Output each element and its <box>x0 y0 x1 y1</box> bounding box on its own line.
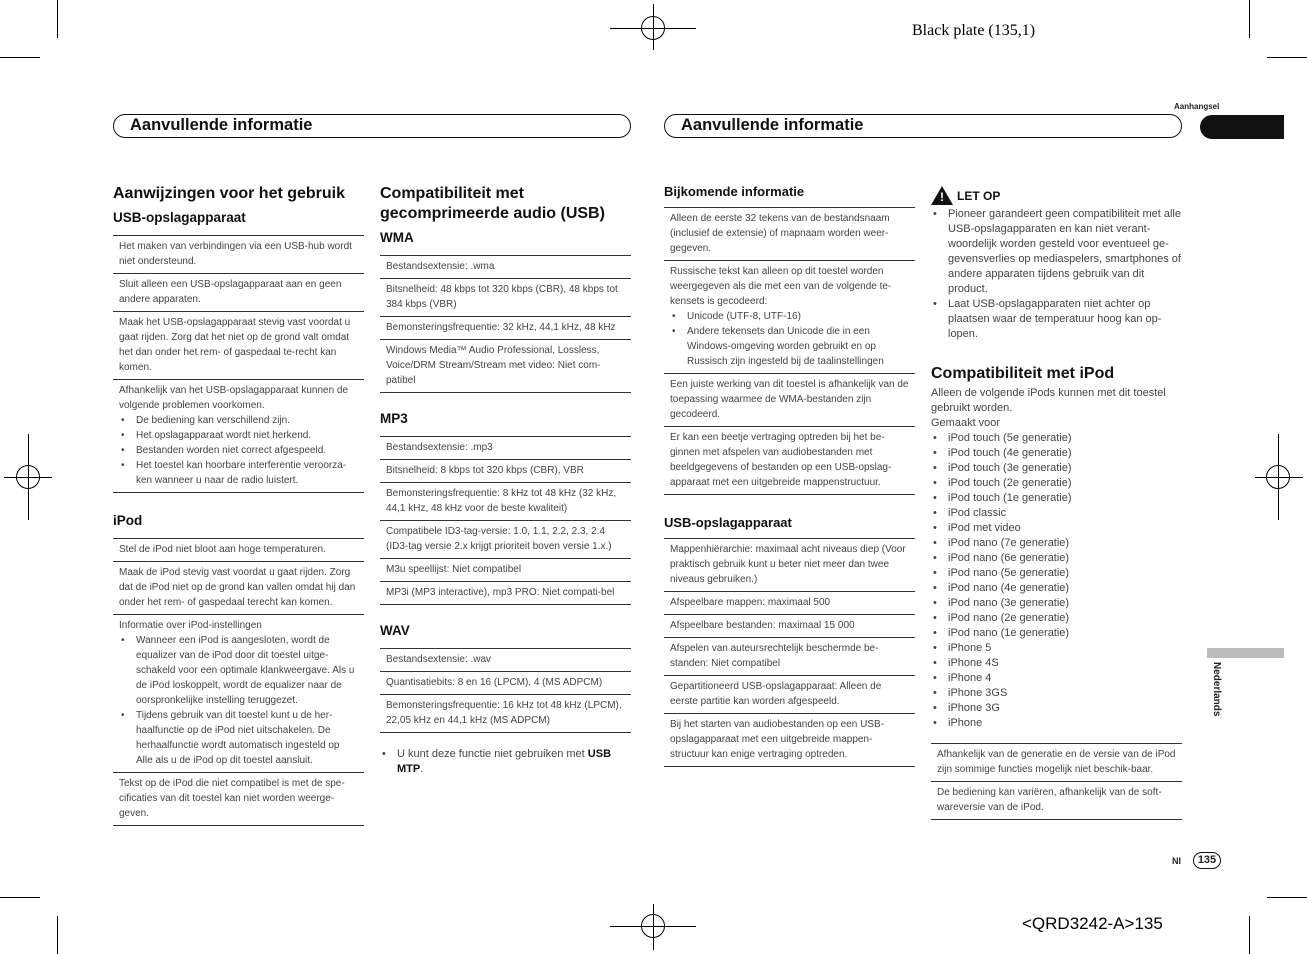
ipod-model-item: • iPhone 3GS <box>931 686 1182 701</box>
table-cell: Alleen de eerste 32 tekens van de bestandsnaam (inclusief de extensie) of mapnaam worden weer-gegeven. <box>664 208 915 261</box>
table-cell: Er kan een beetje vertraging optreden bij het be-ginnen met afspelen van audiobestanden met beeldgegevens of bestanden op een USB-opslag-apparaat met een uitgebreide mappenstructuur. <box>670 432 892 488</box>
section-tab <box>1200 115 1284 139</box>
list-item: • Andere tekensets dan Unicode die in een Windows-omgeving worden gebruikt en op Russisch zijn ingesteld bij de taalinstellingen <box>670 324 909 369</box>
ipod-made-for: Gemaakt voor <box>931 417 1001 429</box>
list-item: • De bediening kan verschillend zijn. <box>119 413 358 428</box>
section-title: Compatibiliteit met gecomprimeerde audio (USB) <box>380 185 605 222</box>
crop-mark <box>1255 477 1303 478</box>
crop-mark <box>57 916 58 954</box>
ipod-model-item: • iPod nano (5e generatie) <box>931 566 1182 581</box>
info-table <box>664 207 915 495</box>
subsection-heading: WAV <box>380 623 410 638</box>
column-1 <box>113 184 364 832</box>
ipod-model-item: • iPhone 3G <box>931 701 1182 716</box>
crop-mark <box>1249 916 1250 954</box>
ipod-model-item: • iPod touch (3e generatie) <box>931 461 1182 476</box>
ipod-model-item: • iPod touch (2e generatie) <box>931 476 1182 491</box>
table-cell: Bitsnelheid: 48 kbps tot 320 kbps (CBR), 48 kbps tot 384 kbps (VBR) <box>380 279 631 317</box>
crop-mark <box>653 904 654 950</box>
ipod-model-item: • iPhone 5 <box>931 641 1182 656</box>
table-cell: Compatibele ID3-tag-versie: 1.0, 1.1, 2.2, 2.3, 2.4 (ID3-tag versie 2.x krijgt prioriteit boven versie 1.x.) <box>380 521 631 559</box>
column-2 <box>380 184 631 777</box>
crop-mark <box>0 57 40 58</box>
subsection-heading: USB-opslagapparaat <box>664 515 792 530</box>
info-table <box>380 436 631 605</box>
table-cell: Afspeelbare mappen: maximaal 500 <box>664 592 915 615</box>
table-cell: Informatie over iPod-instellingen • Wanneer een iPod is aangesloten, wordt de equalizer van de iPod door dit toestel uitge-schakeld voor een optimale klankweergave. Als u de iPod loskoppelt, wordt de equalizer naar de oorspronkelijke instelling teruggezet. • Tijdens gebruik van dit toestel kunt u de her-haalfunctie op de iPod niet uitschakelen. De herhaalfunctie wordt automatisch ingesteld op Alle als u de iPod op dit toestel aansluit. <box>113 615 364 773</box>
table-cell: Sluit alleen een USB-opslagapparaat aan en geen andere apparaten. <box>113 274 364 312</box>
ipod-model-item: • iPhone <box>931 716 1182 731</box>
table-cell: Russische tekst kan alleen op dit toestel worden weergegeven als die met een van de volgende te-kensets is gecodeerd: • Unicode (UTF-8, UTF-16) • Andere tekensets dan Unicode die in een Windows-omgeving worden gebruikt en op Russisch zijn ingesteld bij de taalinstellingen <box>664 261 915 374</box>
table-cell: Bemonsteringsfrequentie: 8 kHz tot 48 kHz (32 kHz, 44,1 kHz, 48 kHz voor de beste kwaliteit) <box>380 483 631 521</box>
subsection-heading: MP3 <box>380 411 408 426</box>
table-cell: Tekst op de iPod die niet compatibel is met de spe-cificaties van dit toestel kan niet worden weerge-geven. <box>119 778 345 819</box>
crop-mark <box>0 897 40 898</box>
table-cell: Windows Media™ Audio Professional, Lossless, Voice/DRM Stream/Stream met video: Niet com-patibel <box>386 345 601 386</box>
usb-mtp-note: • U kunt deze functie niet gebruiken met USB MTP. <box>380 747 631 777</box>
table-cell: Bitsnelheid: 8 kbps tot 320 kbps (CBR), VBR <box>380 460 631 483</box>
list-item: • Unicode (UTF-8, UTF-16) <box>670 309 909 324</box>
appendix-label: Aanhangsel <box>1174 102 1220 111</box>
subsection-heading: Bijkomende informatie <box>664 184 805 199</box>
crop-mark <box>1267 57 1307 58</box>
info-table <box>380 255 631 393</box>
section-title: Compatibiliteit met iPod <box>931 365 1115 382</box>
ipod-intro: Alleen de volgende iPods kunnen met dit toestel gebruikt worden. <box>931 387 1166 414</box>
footer-language: Nl <box>1172 856 1181 866</box>
table-cell: Het maken van verbindingen via een USB-hub wordt niet ondersteund. <box>113 236 364 274</box>
subsection-heading: WMA <box>380 230 414 245</box>
list-item: • Het opslagapparaat wordt niet herkend. <box>119 428 358 443</box>
table-cell: Afspelen van auteursrechtelijk beschermde be-standen: Niet compatibel <box>664 638 915 676</box>
table-cell: Bestandsextensie: .wma <box>380 256 631 279</box>
ipod-model-item: • iPhone 4S <box>931 656 1182 671</box>
table-cell: Afspeelbare bestanden: maximaal 15 000 <box>664 615 915 638</box>
ipod-model-item: • iPod nano (1e generatie) <box>931 626 1182 641</box>
caution-list <box>931 207 1182 342</box>
ipod-model-item: • iPod touch (4e generatie) <box>931 446 1182 461</box>
crop-mark <box>1278 434 1279 520</box>
ipod-model-item: • iPod nano (6e generatie) <box>931 551 1182 566</box>
crop-mark <box>1249 0 1250 38</box>
document-code: <QRD3242-A>135 <box>1022 914 1163 933</box>
info-table <box>113 538 364 826</box>
column-3 <box>664 184 915 773</box>
table-cell: Bij het starten van audiobestanden op een USB-opslagapparaat met een uitgebreide mappen-structuur kan enige vertraging optreden. <box>670 719 885 760</box>
table-cell: Gepartitioneerd USB-opslagapparaat: Alleen de eerste partitie kan worden afgespeeld. <box>664 676 915 714</box>
table-cell: MP3i (MP3 interactive), mp3 PRO: Niet compati-bel <box>386 587 615 598</box>
ipod-model-item: • iPod nano (4e generatie) <box>931 581 1182 596</box>
list-item: • Pioneer garandeert geen compatibiliteit met alle USB-opslagapparaten en kan niet verant-woordelijk worden gesteld voor eventueel ge-gevensverlies op mediaspelers, smartphones of andere apparaten tijdens gebruik van dit product. <box>931 207 1182 297</box>
table-cell: Een juiste werking van dit toestel is afhankelijk van de toepassing waarmee de WMA-bestanden zijn gecodeerd. <box>664 374 915 427</box>
table-cell: Quantisatiebits: 8 en 16 (LPCM), 4 (MS ADPCM) <box>380 672 631 695</box>
ipod-model-item: • iPod touch (1e generatie) <box>931 491 1182 506</box>
table-cell: De bediening kan variëren, afhankelijk van de soft-wareversie van de iPod. <box>937 787 1162 813</box>
table-cell: Maak het USB-opslagapparaat stevig vast voordat u gaat rijden. Zorg dat het niet op de grond valt omdat het dan onder het rem- of gaspedaal te-recht kan komen. <box>113 312 364 380</box>
crop-mark <box>57 0 58 38</box>
table-cell: Bestandsextensie: .mp3 <box>380 437 631 460</box>
header-right: Aanvullende informatie <box>664 114 1182 138</box>
ipod-model-item: • iPod nano (2e generatie) <box>931 611 1182 626</box>
list-item: • Laat USB-opslagapparaten niet achter op plaatsen waar de temperatuur hoog kan op-lopen. <box>931 297 1182 342</box>
ipod-model-list <box>931 431 1182 731</box>
crop-mark <box>28 434 29 520</box>
side-language-label: Nederlands <box>1211 662 1222 717</box>
table-cell: Mappenhiërarchie: maximaal acht niveaus diep (Voor praktisch gebruik kunt u beter niet meer dan twee niveaus gebruiken.) <box>664 539 915 592</box>
subsection-heading: iPod <box>113 513 143 528</box>
table-cell: Stel de iPod niet bloot aan hoge temperaturen. <box>113 539 364 562</box>
table-cell: Maak de iPod stevig vast voordat u gaat rijden. Zorg dat de iPod niet op de grond kan vallen omdat hij dan onder het rem- of gaspedaal terecht kan komen. <box>113 562 364 615</box>
list-item: • Bestanden worden niet correct afgespeeld. <box>119 443 358 458</box>
list-item: • Het toestel kan hoorbare interferentie veroorza-ken wanneer u naar de radio luistert. <box>119 458 358 488</box>
ipod-model-item: • iPhone 4 <box>931 671 1182 686</box>
section-title: Aanwijzingen voor het gebruik <box>113 185 346 202</box>
ipod-model-item: • iPod nano (7e generatie) <box>931 536 1182 551</box>
list-item: • Wanneer een iPod is aangesloten, wordt de equalizer van de iPod door dit toestel uitge-schakeld voor een optimale klankweergave. Als u de iPod loskoppelt, wordt de equalizer naar de oorspronkelijke instelling teruggezet. <box>119 633 358 708</box>
caution-heading: ! LET OP <box>931 186 1182 205</box>
info-table <box>664 538 915 767</box>
page-number: 135 <box>1193 852 1221 869</box>
ipod-model-item: • iPod touch (5e generatie) <box>931 431 1182 446</box>
table-cell: M3u speellijst: Niet compatibel <box>380 559 631 582</box>
ipod-model-item: • iPod nano (3e generatie) <box>931 596 1182 611</box>
table-cell: Bemonsteringsfrequentie: 32 kHz, 44,1 kHz, 48 kHz <box>380 317 631 340</box>
table-cell: Bemonsteringsfrequentie: 16 kHz tot 48 kHz (LPCM), 22,05 kHz en 44,1 kHz (MS ADPCM) <box>386 700 622 726</box>
info-table <box>113 235 364 493</box>
ipod-model-item: • iPod met video <box>931 521 1182 536</box>
subsection-heading: USB-opslagapparaat <box>113 210 246 225</box>
table-cell: Bestandsextensie: .wav <box>380 649 631 672</box>
ipod-model-item: • iPod classic <box>931 506 1182 521</box>
language-tab <box>1207 648 1284 658</box>
plate-label: Black plate (135,1) <box>912 22 1036 39</box>
table-cell: Afhankelijk van de generatie en de versie van de iPod zijn sommige functies mogelijk niet beschik-baar. <box>931 744 1182 782</box>
table-cell: Afhankelijk van het USB-opslagapparaat kunnen de volgende problemen voorkomen. • De bediening kan verschillend zijn. • Het opslagapparaat wordt niet herkend. • Bestanden worden niet correct afgespeeld. • Het toestel kan hoorbare interferentie veroorza-ken wanneer u naar de radio luistert. <box>113 380 364 492</box>
header-left: Aanvullende informatie <box>113 114 631 138</box>
column-4 <box>931 186 1182 826</box>
info-table <box>931 743 1182 820</box>
crop-mark <box>653 4 654 50</box>
crop-mark <box>1267 897 1307 898</box>
list-item: • Tijdens gebruik van dit toestel kunt u de her-haalfunctie op de iPod niet uitschakelen. De herhaalfunctie wordt automatisch ingesteld op Alle als u de iPod op dit toestel aansluit. <box>119 708 358 768</box>
info-table <box>380 648 631 733</box>
warning-icon: ! <box>931 186 953 205</box>
